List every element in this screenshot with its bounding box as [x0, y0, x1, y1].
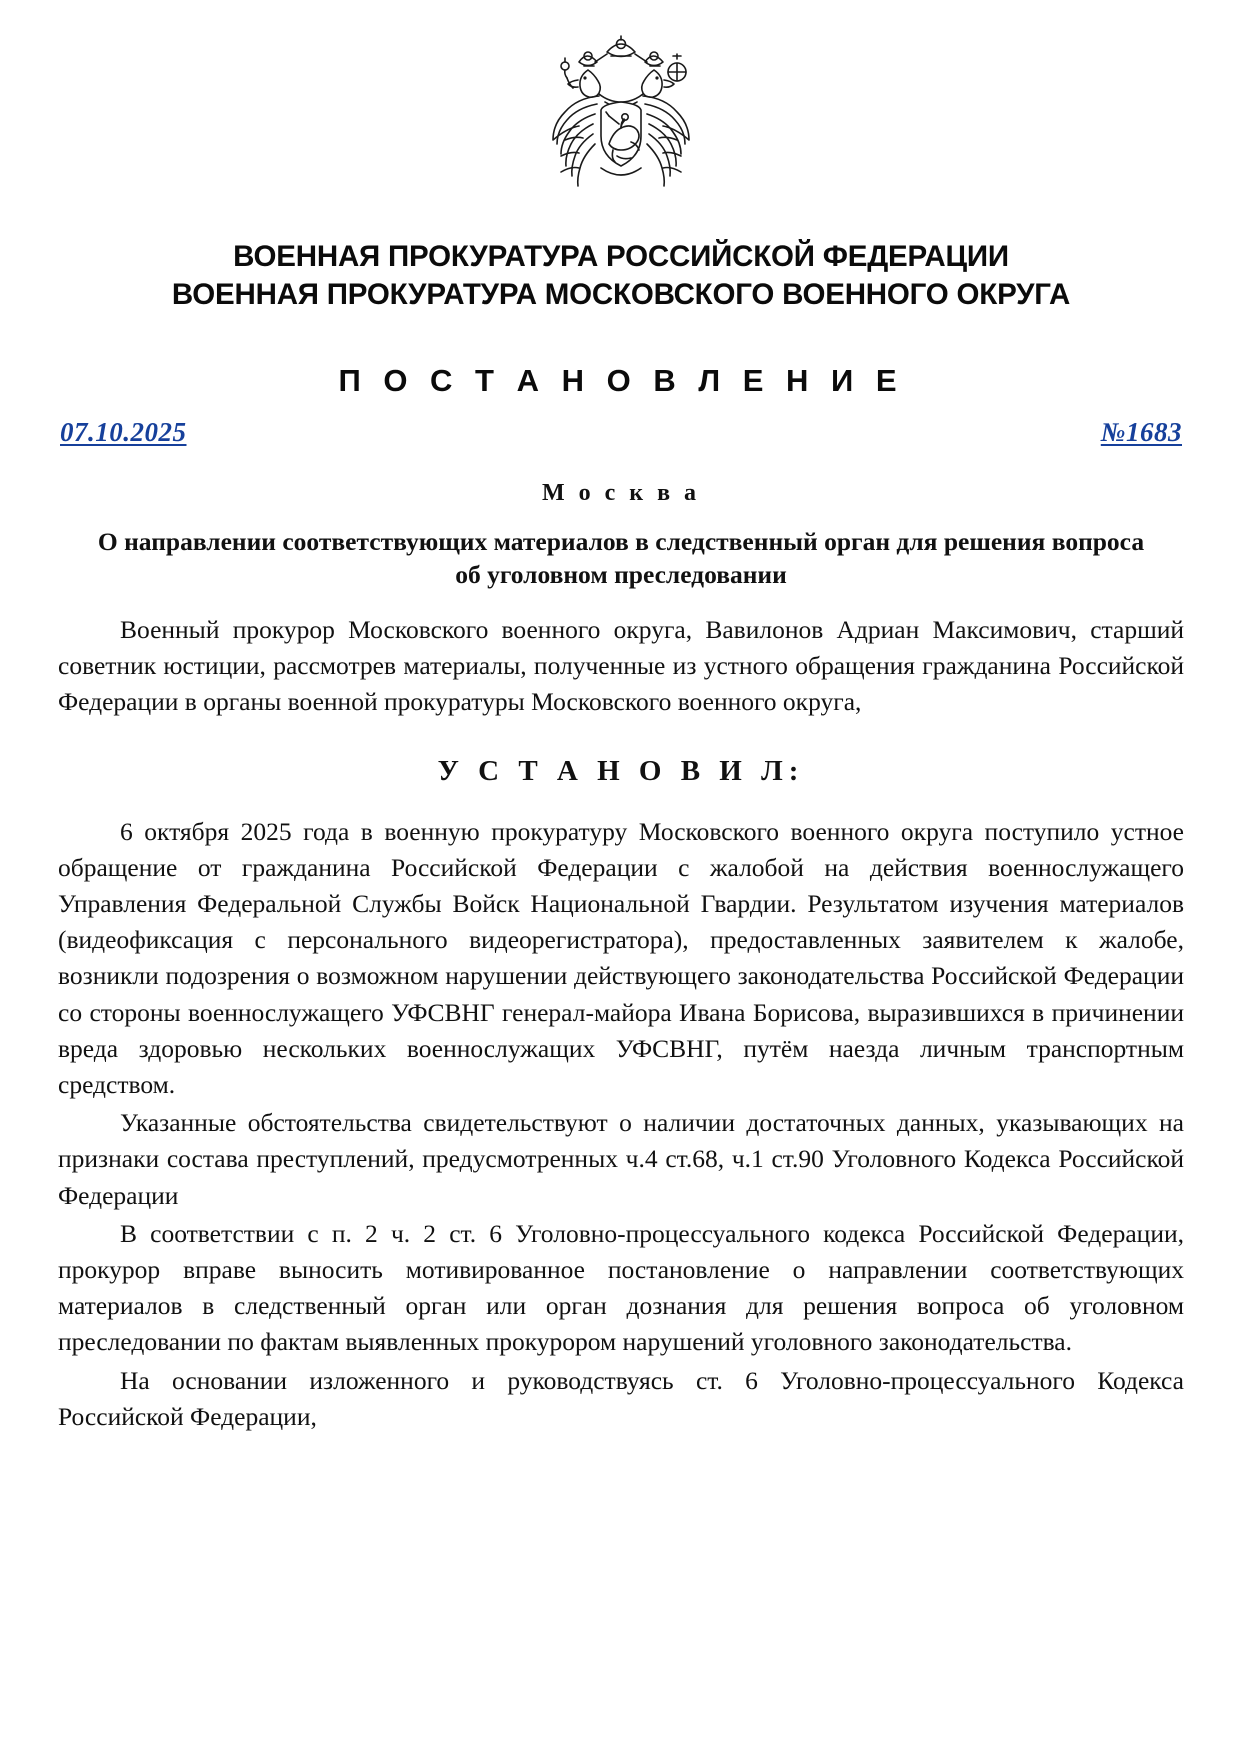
emblem-container — [58, 32, 1184, 232]
organization-title-line2: ВОЕННАЯ ПРОКУРАТУРА МОСКОВСКОГО ВОЕННОГО ОКРУГА — [171, 278, 1071, 312]
preamble-paragraph: Военный прокурор Московского военного округа, Вавилонов Адриан Максимович, старший советник юстиции, рассмотрев материалы, полученные из устного обращения гражданина Российской Федерации в органы военной прокуратуры Московского военного округа, — [58, 615, 1184, 717]
organization-title — [58, 238, 1184, 315]
document-city: М о с к в а — [541, 479, 701, 506]
body-paragraph-4: На основании изложенного и руководствуясь ст. 6 Уголовно-процессуального Кодекса Российской Федерации, — [58, 1365, 1184, 1431]
body-paragraph-1: 6 октября 2025 года в военную прокуратуру Московского военного округа поступило устное обращение от гражданина Российской Федерации с жалобой на действия военнослужащего Управления Федеральной Службы Войск Национальной Гвардии. Результатом изучения материалов (видеофиксация с персонального видеорегистратора), предоставленных заявителем к жалобе, возникли подозрения о возможном нарушении действующего законодательства Российской Федерации со стороны военнослужащего УФСВНГ генерал-майора Ивана Борисова, выразившихся в причинении вреда здоровью нескольких военнослужащих УФСВНГ, путём наезда личным транспортным средством. — [58, 816, 1184, 1100]
section-heading-ustanovil: У С Т А Н О В И Л: — [437, 754, 805, 787]
document-meta-row — [58, 417, 1184, 448]
document-number: №1683 — [1100, 416, 1182, 447]
document-type-heading: П О С Т А Н О В Л Е Н И Е — [338, 362, 904, 398]
body-paragraph-2: Указанные обстоятельства свидетельствуют о наличии достаточных данных, указывающих на признаки состава преступлений, предусмотренных ч.4 ст.68, ч.1 ст.90 Уголовного Кодекса Российской Федерации — [58, 1108, 1184, 1210]
document-subject: О направлении соответствующих материалов в следственный орган для решения вопроса об уголовном преследовании — [97, 526, 1145, 590]
document-date: 07.10.2025 — [60, 416, 187, 447]
body-paragraph-3: В соответствии с п. 2 ч. 2 ст. 6 Уголовно-процессуального кодекса Российской Федерации, прокурор вправе выносить мотивированное постановление о направлении соответствующих материалов в следственный орган или орган дознания для решения вопроса об уголовном преследовании по фактам выявленных прокурором нарушений уголовного законодательства. — [58, 1218, 1184, 1357]
russian-federation-double-headed-eagle-emblem — [521, 32, 721, 232]
organization-title-line1: ВОЕННАЯ ПРОКУРАТУРА РОССИЙСКОЙ ФЕДЕРАЦИИ — [233, 240, 1009, 273]
